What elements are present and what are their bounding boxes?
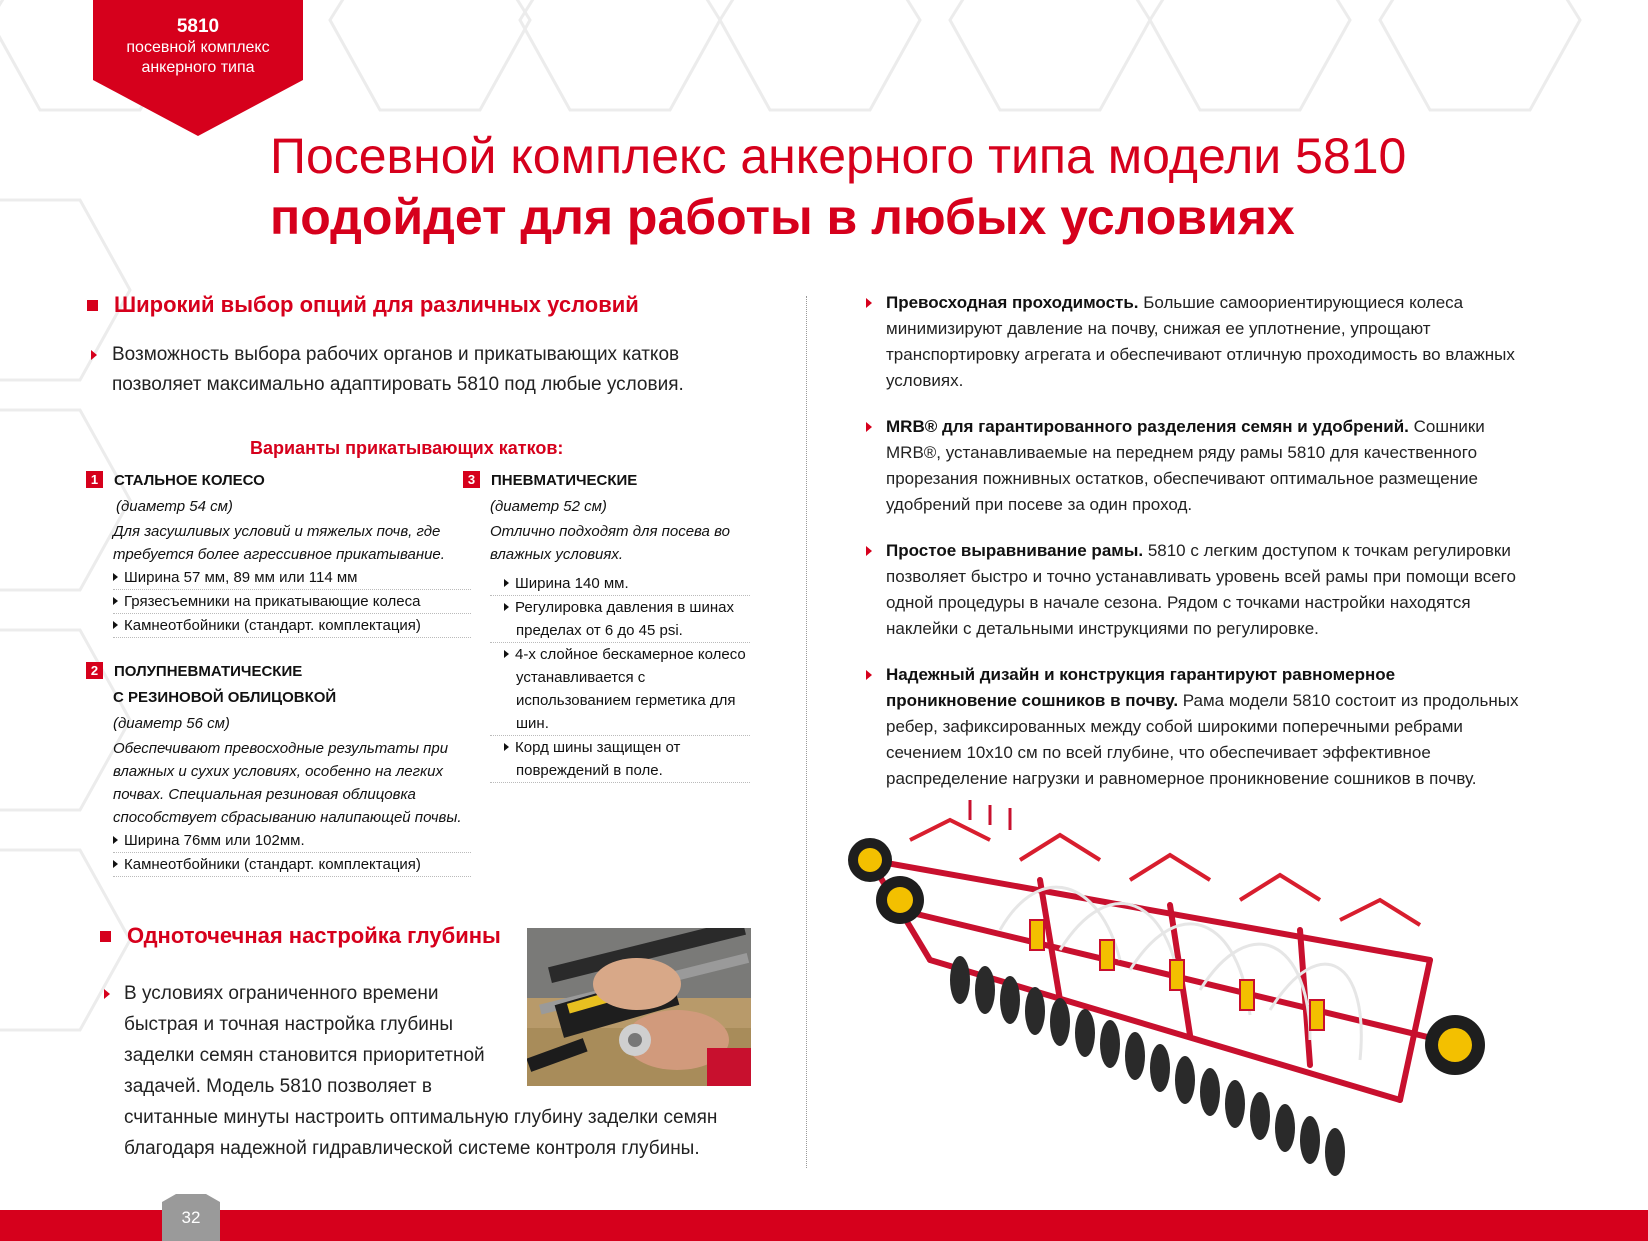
feature-text: 5810 с легким доступом к точкам регулировки позволяет быстро и точно устанавливать уровень всей рамы при помощи всего одной процедуры в начале сезона. Рядом с точками настройки находятся наклейки с детальными инструкциями по регулировке. — [886, 541, 1516, 638]
roller-feature: Камнеотбойники (стандарт. комплектация) — [113, 614, 471, 638]
title-line-1: Посевной комплекс анкерного типа модели 5810 — [270, 128, 1407, 184]
arrow-bullet-icon — [866, 298, 872, 308]
feature-text: Сошники MRB®, устанавливаемые на переднем ряду рамы 5810 для качественного прорезания пожнивных остатков, обеспечивают оптимальное размещение удобрений при посеве за один проход. — [886, 417, 1485, 514]
section-heading-depth-text: Одноточечная настройка глубины — [127, 923, 501, 948]
seeder-machine-image — [840, 800, 1520, 1210]
feature-text: Большие самоориентирующиеся колеса минимизируют давление на почву, снижая ее уплотнение, упрощают транспортировку агрегата и обеспечивают отличную проходимость во влажных условиях. — [886, 293, 1515, 390]
arrow-bullet-icon — [113, 597, 118, 605]
feature-title: MRB® для гарантированного разделения семян и удобрений. — [886, 417, 1409, 436]
arrow-bullet-icon — [866, 422, 872, 432]
arrow-bullet-icon — [113, 621, 118, 629]
arrow-bullet-icon — [91, 350, 97, 360]
section-heading-options — [87, 292, 639, 318]
roller-name: СТАЛЬНОЕ КОЛЕСО — [114, 472, 265, 489]
roller-option-semi-pneumatic — [86, 659, 471, 877]
title-line-2: подойдет для работы в любых условиях — [270, 189, 1295, 245]
intro-text: Возможность выбора рабочих органов и прикатывающих катков позволяет максимально адаптировать 5810 под любые условия. — [112, 344, 684, 395]
roller-number-badge: 2 — [86, 662, 103, 679]
footer-bar — [0, 1210, 1648, 1241]
roller-option-pneumatic — [463, 468, 753, 783]
arrow-bullet-icon — [113, 836, 118, 844]
roller-description: Обеспечивают превосходные результаты при влажных и сухих условиях, особенно на легких почвах. Специальная резиновая облицовка способствует сбрасыванию налипающей почвы. — [113, 740, 462, 826]
roller-name: ПОЛУПНЕВМАТИЧЕСКИЕ — [114, 663, 303, 680]
arrow-bullet-icon — [104, 989, 110, 999]
arrow-bullet-icon — [866, 546, 872, 556]
roller-feature: Корд шины защищен от повреждений в поле. — [490, 736, 750, 783]
roller-name: ПНЕВМАТИЧЕСКИЕ — [491, 472, 638, 489]
feature-title: Простое выравнивание рамы. — [886, 541, 1144, 560]
tag-model-number: 5810 — [176, 16, 220, 37]
roller-feature: Ширина 76мм или 102мм. — [113, 829, 471, 853]
section-heading-depth — [100, 923, 501, 949]
roller-feature: 4-х слойное бескамерное колесо устанавливается с использованием герметика для шин. — [490, 643, 750, 736]
section-heading-options-text: Широкий выбор опций для различных условий — [114, 292, 639, 317]
roller-description: Для засушливых условий и тяжелых почв, где требуется более агрессивное прикатывание. — [113, 523, 445, 563]
roller-feature-list — [113, 566, 471, 638]
roller-number-badge: 3 — [463, 471, 480, 488]
roller-diameter: (диаметр 54 см) — [116, 498, 233, 515]
roller-feature-list — [490, 572, 750, 783]
roller-name-line-2: С РЕЗИНОВОЙ ОБЛИЦОВКОЙ — [113, 689, 337, 706]
roller-feature: Ширина 57 мм, 89 мм или 114 мм — [113, 566, 471, 590]
roller-option-steel — [86, 468, 471, 638]
tag-line-1: посевной комплекс — [126, 39, 270, 56]
arrow-bullet-icon — [504, 603, 509, 611]
roller-description: Отлично подходят для посева во влажных условиях. — [490, 523, 730, 563]
page-number: 32 — [181, 1208, 201, 1227]
arrow-bullet-icon — [504, 579, 509, 587]
arrow-bullet-icon — [113, 860, 118, 868]
roller-feature: Камнеотбойники (стандарт. комплектация) — [113, 853, 471, 877]
roller-feature: Грязесъемники на прикатывающие колеса — [113, 590, 471, 614]
depth-text — [124, 978, 744, 1164]
arrow-bullet-icon — [504, 650, 509, 658]
feature-passability — [866, 290, 1526, 394]
feature-title: Превосходная проходимость. — [886, 293, 1139, 312]
arrow-bullet-icon — [504, 743, 509, 751]
roller-feature: Регулировка давления в шинах пределах от 6 до 45 psi. — [490, 596, 750, 643]
roller-number-badge: 1 — [86, 471, 103, 488]
roller-feature: Ширина 140 мм. — [490, 572, 750, 596]
arrow-bullet-icon — [866, 670, 872, 680]
feature-design — [866, 662, 1526, 792]
depth-text-part-2: считанные минуты настроить оптимальную глубину заделки семян благодаря надежной гидравлической системе контроля глубины. — [124, 1107, 718, 1159]
model-tag — [93, 0, 303, 136]
page-title — [270, 126, 1630, 248]
rollers-title: Варианты прикатывающих катков: — [250, 438, 564, 458]
square-bullet-icon — [100, 931, 111, 942]
tag-line-2: анкерного типа — [141, 59, 255, 76]
feature-mrb — [866, 414, 1526, 518]
roller-diameter: (диаметр 56 см) — [113, 715, 230, 732]
square-bullet-icon — [87, 300, 98, 311]
arrow-bullet-icon — [113, 573, 118, 581]
depth-paragraph — [104, 978, 744, 1164]
column-divider — [806, 296, 807, 1168]
roller-diameter: (диаметр 52 см) — [490, 498, 607, 515]
intro-paragraph — [91, 340, 731, 400]
feature-text: Рама модели 5810 состоит из продольных ребер, зафиксированных между собой широкими поперечными ребрами сечением 10х10 см по всей глубине, что обеспечивает эффективное распределение нагрузки и равномерное проникновение сошников в почву. — [886, 691, 1519, 788]
depth-text-part-1: В условиях ограниченного времени быстрая и точная настройка глубины заделки семян становится приоритетной задачей. Модель 5810 позволяет в — [124, 983, 485, 1097]
page-number-tab — [162, 1194, 220, 1241]
feature-frame-leveling — [866, 538, 1526, 642]
feature-title: Надежный дизайн и конструкция гарантируют равномерное проникновение сошников в почву. — [886, 665, 1396, 710]
roller-feature-list — [113, 829, 471, 877]
